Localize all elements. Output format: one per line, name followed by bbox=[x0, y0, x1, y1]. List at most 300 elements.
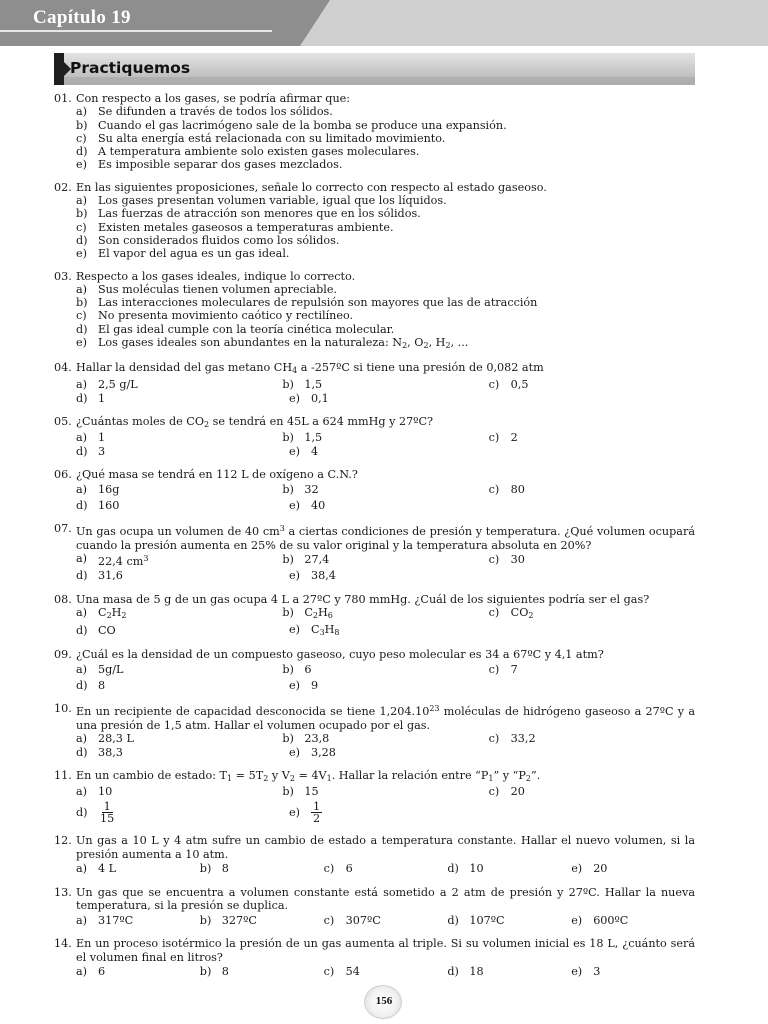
option-b bbox=[282, 431, 488, 445]
option-a bbox=[76, 914, 200, 927]
option-e bbox=[289, 801, 502, 824]
banner-marker-icon bbox=[54, 53, 64, 85]
option-letter: b) bbox=[76, 118, 88, 132]
formula-part: C bbox=[304, 606, 313, 620]
option-letter: d) bbox=[76, 624, 88, 638]
fraction-numerator: 1 bbox=[103, 799, 111, 813]
text-part: Hallar la densidad del gas metano CH bbox=[76, 361, 293, 375]
subscript: 2 bbox=[445, 341, 451, 351]
question-10 bbox=[54, 702, 695, 760]
option-text: 10 bbox=[98, 785, 113, 799]
option-letter: c) bbox=[488, 662, 500, 676]
subscript: 6 bbox=[327, 611, 333, 621]
fraction bbox=[311, 801, 322, 824]
option-text: Es imposible separar dos gases mezclados. bbox=[98, 158, 343, 172]
option-d bbox=[76, 569, 289, 582]
option-c bbox=[489, 606, 695, 622]
options-grid bbox=[76, 431, 695, 459]
option-letter: c) bbox=[488, 731, 500, 745]
subscript: 4 bbox=[292, 366, 298, 376]
option-text: Sus moléculas tienen volumen apreciable. bbox=[98, 282, 338, 296]
section-title: Practiquemos bbox=[70, 59, 191, 77]
fraction-denominator: 15 bbox=[100, 811, 115, 825]
option-e bbox=[76, 336, 695, 352]
option-letter: b) bbox=[282, 482, 294, 496]
option-letter: d) bbox=[76, 233, 88, 247]
option-letter: b) bbox=[282, 606, 294, 620]
option-b bbox=[200, 914, 324, 927]
option-letter: d) bbox=[76, 444, 88, 458]
question-13 bbox=[54, 886, 695, 929]
option-text: 107ºC bbox=[469, 913, 505, 927]
text-part: y V bbox=[268, 768, 290, 782]
option-text: 0,5 bbox=[510, 377, 529, 391]
option-letter: b) bbox=[282, 377, 294, 391]
option-d bbox=[447, 862, 571, 875]
option-letter: b) bbox=[282, 731, 294, 745]
option-letter: b) bbox=[199, 862, 212, 876]
option-letter: d) bbox=[447, 965, 459, 979]
option-text: 0,1 bbox=[311, 391, 329, 405]
option-text: 38,3 bbox=[98, 745, 123, 759]
question-text: Un gas a 10 L y 4 atm sufre un cambio de estado a temperatura constante. Hallar el nuevo volumen, si la presión aumenta a 10 atm. bbox=[76, 834, 695, 861]
option-text: Cuando el gas lacrimógeno sale de la bomba se produce una expansión. bbox=[98, 118, 507, 132]
question-14 bbox=[54, 937, 695, 980]
option-b bbox=[200, 965, 324, 978]
option-letter: e) bbox=[289, 622, 300, 636]
option-d bbox=[76, 624, 289, 637]
option-e bbox=[289, 392, 502, 406]
option-text-part: , O bbox=[407, 336, 424, 350]
question-text: Respecto a los gases ideales, indique lo correcto. bbox=[76, 269, 356, 283]
option-text: 15 bbox=[304, 785, 319, 799]
options-grid bbox=[76, 552, 695, 584]
superscript: 23 bbox=[429, 704, 440, 714]
option-b bbox=[282, 663, 488, 676]
option-letter: a) bbox=[76, 282, 88, 296]
text-part: = 5T bbox=[232, 768, 264, 782]
option-text bbox=[98, 552, 148, 568]
option-d bbox=[76, 323, 695, 336]
option-letter: d) bbox=[76, 678, 88, 692]
option-text: 3 bbox=[593, 965, 601, 979]
option-letter: e) bbox=[571, 913, 583, 927]
option-letter: b) bbox=[282, 553, 294, 567]
subscript: 3 bbox=[319, 627, 325, 637]
options-grid bbox=[76, 732, 695, 760]
option-letter: e) bbox=[289, 498, 300, 512]
option-text: 18 bbox=[469, 965, 484, 979]
option-e bbox=[289, 679, 502, 692]
question-number: 01. bbox=[54, 92, 72, 105]
option-b bbox=[282, 553, 488, 566]
option-letter: e) bbox=[289, 391, 300, 405]
header-rule bbox=[0, 30, 272, 32]
subscript: 2 bbox=[121, 611, 127, 621]
option-a bbox=[76, 194, 695, 207]
option-text: 3,28 bbox=[311, 745, 336, 759]
option-letter: d) bbox=[76, 145, 88, 159]
option-text: 6 bbox=[345, 862, 353, 876]
subscript: 2 bbox=[525, 773, 532, 783]
option-c bbox=[324, 914, 448, 927]
subscript: 2 bbox=[528, 611, 534, 621]
options-grid bbox=[76, 378, 695, 406]
formula-part: H bbox=[111, 606, 122, 620]
option-text: 20 bbox=[593, 862, 608, 876]
option-text: 20 bbox=[510, 785, 525, 799]
question-text bbox=[76, 769, 695, 785]
subscript: 8 bbox=[334, 627, 340, 637]
option-letter: e) bbox=[571, 862, 583, 876]
option-letter: a) bbox=[76, 965, 88, 979]
option-letter: e) bbox=[571, 965, 583, 979]
option-letter: e) bbox=[289, 745, 300, 759]
option-c bbox=[76, 309, 695, 322]
option-c bbox=[489, 732, 695, 746]
option-e bbox=[571, 965, 695, 978]
option-b bbox=[76, 296, 695, 309]
option-letter: c) bbox=[488, 430, 500, 444]
fraction-numerator: 1 bbox=[313, 799, 321, 813]
option-letter: d) bbox=[76, 322, 88, 336]
option-text: 307ºC bbox=[345, 913, 381, 927]
option-letter: c) bbox=[323, 913, 335, 927]
text-part: moléculas de hidrógeno gaseoso a 27ºC y a una presión de 1,5 atm. Hallar el volumen ocupado por el gas. bbox=[76, 705, 695, 732]
question-text: ¿Cuál es la densidad de un compuesto gaseoso, cuyo peso molecular es 34 a 67ºC y 4,1 atm? bbox=[76, 648, 604, 662]
option-letter: a) bbox=[76, 482, 88, 496]
option-c bbox=[489, 663, 695, 676]
option-text: 2 bbox=[510, 430, 518, 444]
option-text: Se difunden a través de todos los sólidos. bbox=[98, 105, 333, 119]
option-letter: d) bbox=[76, 498, 88, 512]
option-letter: a) bbox=[76, 785, 88, 799]
chapter-header bbox=[0, 0, 768, 46]
question-list bbox=[54, 92, 695, 989]
option-text: Los gases presentan volumen variable, igual que los líquidos. bbox=[98, 194, 447, 208]
question-02 bbox=[54, 181, 695, 261]
option-text: Su alta energía está relacionada con su limitado movimiento. bbox=[98, 131, 446, 145]
text-part: ” y “P bbox=[493, 768, 526, 782]
option-e bbox=[289, 623, 502, 639]
option-letter: d) bbox=[76, 805, 88, 819]
question-number: 08. bbox=[54, 593, 72, 607]
option-d bbox=[447, 914, 571, 927]
options-grid bbox=[76, 964, 695, 980]
option-letter: a) bbox=[76, 105, 88, 119]
text-part: a ciertas condiciones de presión y temperatura. ¿Qué volumen ocupará cuando la presión aumenta en 25% de su valor original y la temperatura absoluta en 20%? bbox=[76, 525, 695, 552]
option-e bbox=[289, 569, 502, 582]
option-text: 54 bbox=[345, 965, 360, 979]
option-text: 5g/L bbox=[98, 662, 124, 676]
option-a bbox=[76, 862, 200, 875]
option-text: 2,5 g/L bbox=[98, 377, 138, 391]
subscript: 2 bbox=[106, 611, 112, 621]
option-a bbox=[76, 431, 282, 445]
option-letter: d) bbox=[447, 913, 459, 927]
option-a bbox=[76, 283, 695, 296]
option-letter: e) bbox=[289, 805, 300, 819]
option-d bbox=[76, 145, 695, 158]
option-d bbox=[76, 445, 289, 459]
question-number: 10. bbox=[54, 702, 72, 716]
option-text: 7 bbox=[510, 662, 518, 676]
fraction-denominator: 2 bbox=[313, 811, 321, 825]
question-09 bbox=[54, 648, 695, 693]
question-number: 04. bbox=[54, 361, 72, 375]
option-e bbox=[571, 914, 695, 927]
option-c bbox=[489, 378, 695, 392]
option-letter: a) bbox=[76, 913, 88, 927]
option-a bbox=[76, 965, 200, 978]
option-letter: c) bbox=[488, 606, 500, 620]
question-number: 02. bbox=[54, 180, 72, 194]
option-letter: b) bbox=[199, 913, 212, 927]
options-grid bbox=[76, 661, 695, 693]
question-number: 03. bbox=[54, 269, 72, 283]
question-08 bbox=[54, 593, 695, 639]
option-text-part: Los gases ideales son abundantes en la naturaleza: N bbox=[98, 336, 403, 350]
option-letter: b) bbox=[282, 430, 294, 444]
subscript: 2 bbox=[402, 341, 408, 351]
option-text: 80 bbox=[510, 482, 525, 496]
option-text: 1 bbox=[98, 430, 106, 444]
option-d bbox=[76, 392, 289, 406]
superscript: 3 bbox=[279, 524, 285, 534]
text-part: a -257ºC si tiene una presión de 0,082 atm bbox=[297, 361, 544, 375]
option-text: 27,4 bbox=[304, 553, 330, 567]
question-text: En las siguientes proposiciones, señale lo correcto con respecto al estado gaseoso. bbox=[76, 180, 547, 194]
text-part: . Hallar la relación entre “P bbox=[331, 768, 489, 782]
option-text: 23,8 bbox=[304, 731, 330, 745]
option-letter: c) bbox=[76, 309, 87, 323]
question-number: 06. bbox=[54, 467, 72, 481]
header-light-band bbox=[300, 0, 768, 46]
option-text: 600ºC bbox=[593, 913, 629, 927]
option-d bbox=[76, 234, 695, 247]
options-grid bbox=[76, 481, 695, 513]
text-part: se tendrá en 45L a 624 mmHg y 27ºC? bbox=[209, 414, 434, 428]
question-number: 09. bbox=[54, 648, 72, 662]
option-letter: a) bbox=[76, 194, 88, 208]
option-letter: b) bbox=[76, 296, 88, 310]
banner-shade bbox=[54, 77, 695, 85]
option-text: Las fuerzas de atracción son menores que en los sólidos. bbox=[98, 207, 421, 221]
option-e bbox=[289, 445, 502, 459]
option-c bbox=[324, 965, 448, 978]
option-text: 10 bbox=[469, 862, 484, 876]
option-text: 1,5 bbox=[304, 430, 323, 444]
option-b bbox=[282, 378, 488, 392]
question-number: 11. bbox=[54, 768, 72, 782]
option-a bbox=[76, 378, 282, 392]
option-text: 6 bbox=[304, 662, 312, 676]
option-letter: b) bbox=[282, 785, 294, 799]
subscript: 2 bbox=[312, 611, 318, 621]
option-letter: c) bbox=[76, 220, 87, 234]
option-text: 31,6 bbox=[98, 569, 123, 583]
option-e bbox=[289, 746, 502, 760]
formula-part: C bbox=[311, 622, 320, 636]
question-text: Con respecto a los gases, se podría afirmar que: bbox=[76, 92, 351, 105]
question-text bbox=[76, 415, 695, 431]
question-text bbox=[76, 522, 695, 552]
option-text bbox=[304, 606, 333, 622]
option-letter: d) bbox=[76, 391, 88, 405]
option-text: 3 bbox=[98, 444, 106, 458]
text-part: ”. bbox=[531, 768, 541, 782]
option-text: No presenta movimiento caótico y rectilíneo. bbox=[98, 309, 354, 323]
options-grid bbox=[76, 785, 695, 825]
option-letter: a) bbox=[76, 606, 88, 620]
option-text-part: , H bbox=[428, 336, 446, 350]
subscript: 2 bbox=[204, 419, 210, 429]
option-text: 30 bbox=[510, 553, 525, 567]
option-text: CO bbox=[98, 624, 116, 638]
options-grid bbox=[76, 861, 695, 877]
option-letter: a) bbox=[76, 551, 88, 565]
option-text: Las interacciones moleculares de repulsión son mayores que las de atracción bbox=[98, 296, 538, 310]
subscript: 1 bbox=[488, 773, 494, 783]
question-text bbox=[76, 361, 695, 377]
option-letter: a) bbox=[76, 862, 88, 876]
option-text: 28,3 L bbox=[98, 731, 134, 745]
option-d bbox=[76, 679, 289, 692]
option-text: Son considerados fluidos como los sólidos. bbox=[98, 233, 340, 247]
option-letter: c) bbox=[323, 862, 335, 876]
option-c bbox=[76, 132, 695, 145]
formula-part: C bbox=[98, 606, 107, 620]
option-text: 9 bbox=[311, 678, 319, 692]
text-part: Un gas ocupa un volumen de 40 cm bbox=[76, 525, 280, 539]
text-part: En un cambio de estado: T bbox=[76, 768, 228, 782]
option-b bbox=[282, 606, 488, 622]
page-number-badge bbox=[364, 985, 402, 1019]
option-text bbox=[311, 623, 340, 639]
option-text: 8 bbox=[221, 965, 229, 979]
question-text: Un gas que se encuentra a volumen constante está sometido a 2 atm de presión y 27ºC. Hallar la nueva temperatura, si la presión se duplica. bbox=[76, 885, 695, 913]
option-a bbox=[76, 105, 695, 118]
option-e bbox=[289, 499, 502, 512]
question-number: 14. bbox=[54, 937, 72, 951]
option-text: Existen metales gaseosos a temperaturas ambiente. bbox=[98, 220, 394, 234]
option-letter: d) bbox=[447, 862, 459, 876]
option-letter: e) bbox=[76, 336, 87, 350]
option-letter: d) bbox=[76, 745, 88, 759]
option-text: A temperatura ambiente solo existen gases moleculares. bbox=[98, 145, 420, 159]
option-c bbox=[489, 553, 695, 566]
section-banner bbox=[54, 53, 695, 85]
subscript: 2 bbox=[423, 341, 429, 351]
question-number: 12. bbox=[54, 834, 72, 848]
question-number: 05. bbox=[54, 414, 72, 428]
option-d bbox=[76, 746, 289, 760]
option-letter: a) bbox=[76, 662, 88, 676]
question-05 bbox=[54, 415, 695, 459]
option-c bbox=[489, 431, 695, 445]
option-a bbox=[76, 606, 282, 622]
option-letter: b) bbox=[282, 662, 294, 676]
option-text: 1 bbox=[98, 391, 106, 405]
option-text: 40 bbox=[311, 498, 326, 512]
option-letter: a) bbox=[76, 430, 88, 444]
option-letter: e) bbox=[289, 678, 300, 692]
option-letter: c) bbox=[488, 553, 500, 567]
question-11 bbox=[54, 769, 695, 825]
option-letter: b) bbox=[199, 965, 212, 979]
option-text: El vapor del agua es un gas ideal. bbox=[98, 247, 290, 261]
option-letter: e) bbox=[289, 569, 300, 583]
option-a bbox=[76, 483, 282, 496]
option-letter: a) bbox=[76, 377, 88, 391]
option-c bbox=[324, 862, 448, 875]
option-d bbox=[76, 499, 289, 512]
option-b bbox=[200, 862, 324, 875]
superscript: 3 bbox=[143, 553, 149, 563]
formula-part: H bbox=[317, 606, 328, 620]
option-text: 4 bbox=[311, 444, 319, 458]
option-d bbox=[447, 965, 571, 978]
option-c bbox=[76, 221, 695, 234]
option-text bbox=[98, 336, 468, 352]
option-letter: c) bbox=[488, 785, 500, 799]
question-text: Una masa de 5 g de un gas ocupa 4 L a 27ºC y 780 mmHg. ¿Cuál de los siguientes podría ser el gas? bbox=[76, 593, 650, 607]
formula-part: CO bbox=[510, 606, 529, 620]
option-c bbox=[489, 785, 695, 799]
option-b bbox=[76, 207, 695, 220]
text-part: ¿Cuántas moles de CO bbox=[76, 414, 205, 428]
formula-part: H bbox=[324, 622, 335, 636]
options-grid bbox=[76, 912, 695, 928]
option-text bbox=[98, 606, 127, 622]
page-number: 156 bbox=[375, 995, 393, 1007]
option-text: 32 bbox=[304, 482, 319, 496]
option-letter: e) bbox=[289, 444, 300, 458]
option-letter: c) bbox=[488, 377, 500, 391]
question-text: ¿Qué masa se tendrá en 112 L de oxígeno a C.N.? bbox=[76, 467, 358, 481]
option-a bbox=[76, 663, 282, 676]
option-text-part: 22,4 cm bbox=[98, 554, 144, 568]
option-b bbox=[282, 732, 488, 746]
question-12 bbox=[54, 834, 695, 877]
option-text: 8 bbox=[98, 678, 106, 692]
option-text: 16g bbox=[98, 482, 120, 496]
option-text: 317ºC bbox=[98, 913, 134, 927]
text-part: En un recipiente de capacidad desconocida se tiene 1,204.10 bbox=[76, 705, 430, 719]
option-a bbox=[76, 732, 282, 746]
option-letter: e) bbox=[76, 247, 87, 261]
option-letter: c) bbox=[76, 131, 87, 145]
option-letter: a) bbox=[76, 731, 88, 745]
option-e bbox=[76, 158, 695, 171]
fraction bbox=[98, 801, 116, 824]
option-b bbox=[76, 119, 695, 132]
option-b bbox=[282, 785, 488, 799]
option-letter: e) bbox=[76, 158, 87, 172]
option-text: 8 bbox=[221, 862, 229, 876]
option-letter: c) bbox=[323, 965, 335, 979]
option-text: 4 L bbox=[98, 862, 117, 876]
question-07 bbox=[54, 522, 695, 584]
option-text: 160 bbox=[98, 498, 120, 512]
option-text-part: , ... bbox=[450, 336, 469, 350]
question-01 bbox=[54, 92, 695, 172]
option-text: 1,5 bbox=[304, 377, 323, 391]
option-letter: d) bbox=[76, 569, 88, 583]
option-text: 33,2 bbox=[510, 731, 536, 745]
question-06 bbox=[54, 468, 695, 513]
option-a bbox=[76, 552, 282, 568]
